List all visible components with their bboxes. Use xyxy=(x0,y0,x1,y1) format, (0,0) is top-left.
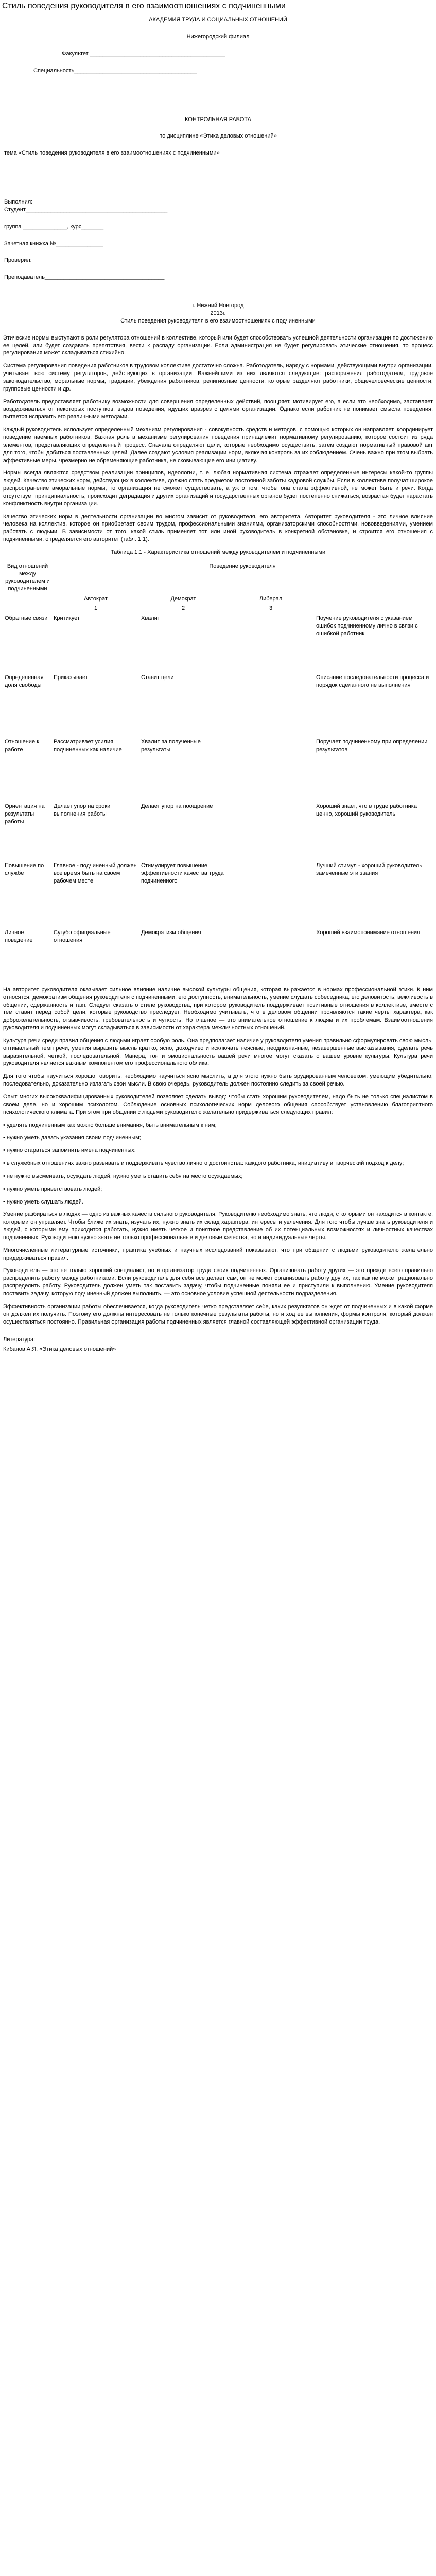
column-header: Демократ xyxy=(170,596,196,602)
table-header-aspect: Вид отношений между руководителем и подчиненными xyxy=(5,563,50,592)
paragraph: Культура речи среди правил общения с людьми играет особую роль. Она предполагает наличие у руководителя умения правильно сформулировать свою мысль, оптимальный темп речи, умения выразить мысль кратко, ясно, доходчиво и исключать неясные, неоднозначные, незавершенные высказывания, сделать речь выразительной, четкой, последовательной. Манера, тон и эмоциональность вашей речи многое могут сказать о вашем уровне культуры. Культура речи руководителя является важным компонентом его профессионального облика. xyxy=(3,1037,433,1067)
intro-section xyxy=(0,334,436,544)
paragraph: Опыт многих высококвалифицированных руководителей позволяет сделать вывод: чтобы стать хорошим руководителем, надо быть не только специалистом в своем деле, но и хорошим психологом. Соблюдение основных психологических норм делового общения способствует установлению благоприятного психологического климата. При этом при общении с людьми руководителю желательно придерживаться следующих правил: xyxy=(3,1093,433,1115)
table-cell: Делает упор на поощрение xyxy=(141,803,213,809)
list-item: • нужно уметь слушать людей. xyxy=(3,1198,83,1205)
table-cell: Лучший стимул - хороший руководитель замеченные эти звания xyxy=(316,862,422,876)
work-type: КОНТРОЛЬНАЯ РАБОТА xyxy=(184,116,252,123)
branch-name: Нижегородский филиал xyxy=(186,33,250,40)
table-cell: Приказывает xyxy=(54,674,88,681)
table-cell: Рассматривает усилия подчиненных как наличие xyxy=(54,738,122,753)
table-cell: Поручает подчиненному при определении результатов xyxy=(316,738,428,753)
table-row xyxy=(3,737,433,802)
table-row xyxy=(3,614,433,673)
paragraph: Этические нормы выступают в роли регулятора отношений в коллективе, который или будет способствовать успешной деятельности организации по достижению ее целей, или будет создавать препятствия, вести к распаду организации. Если администрация не будет регулировать этические отношения, то процесс регулирования может складываться стихийно. xyxy=(3,334,433,357)
table-cell: Критикует xyxy=(54,615,80,621)
literature-heading: Литература: xyxy=(3,1336,36,1343)
done-by-label: Выполнил: xyxy=(4,199,33,206)
column-number: 1 xyxy=(94,605,98,612)
city: г. Нижний Новгород xyxy=(192,302,244,309)
paragraph: Многочисленные литературные источники, практика учебных и научных исследований показывают, что при общении с людьми руководителю желательно придерживаться правил. xyxy=(3,1247,433,1261)
table-cell: Личное поведение xyxy=(5,929,33,943)
paragraph: Умение разбираться в людях — одно из важных качеств сильного руководителя. Руководителю необходимо знать, что люди, с которыми он находится в контакте, которыми он управляет. Чтобы ближе их знать, изучать их, нужно знать их склад характера, интересы и увлечения. Для того чтобы лучше знать руководителя и людей, с которыми ему приходится работать, нужно иметь четкое и понятное представление об их потенциальных возможностях и личностных качествах подчиненных. Руководителю нужно знать не только профессиональные и деловые качества, но и индивидуальные черты. xyxy=(3,1211,433,1241)
table-cell: Хороший взаимопонимание отношения xyxy=(316,929,421,936)
list-item: • нужно уметь давать указания своим подчиненным; xyxy=(3,1134,141,1141)
list-item: • уделять подчиненным как можно больше внимания, быть внимательным к ним; xyxy=(3,1122,217,1128)
table-cell: Ставит цели xyxy=(141,674,174,681)
relations-table xyxy=(3,562,433,977)
teacher-field: Преподаватель______________________________________ xyxy=(4,274,165,281)
table-cell: Стимулирует повышение эффективности качества труда подчиненного xyxy=(141,862,224,884)
discipline: по дисциплине «Этика деловых отношений» xyxy=(159,133,277,140)
column-number: 2 xyxy=(181,605,185,612)
student-field: Студент_____________________________________________ xyxy=(4,206,168,213)
rules-list xyxy=(3,1122,433,1206)
table-cell: Делает упор на сроки выполнения работы xyxy=(54,803,111,817)
table-header-behavior: Поведение руководителя xyxy=(209,563,276,569)
table-cell: Хвалит за полученные результаты xyxy=(141,738,201,753)
column-number: 3 xyxy=(269,605,273,612)
table-cell: Определенная доля свободы xyxy=(5,674,44,688)
body-section xyxy=(0,986,436,1116)
list-item: • в служебных отношениях важно развивать и поддерживать чувство личного достоинства: каждого работника, инициативу и творческий подход к делу; xyxy=(3,1160,404,1167)
list-item: • не нужно высмеивать, осуждать людей, нужно уметь ставить себя на место осуждаемых; xyxy=(3,1173,243,1179)
academy-name: АКАДЕМИЯ ТРУДА И СОЦИАЛЬНЫХ ОТНОШЕНИЙ xyxy=(149,16,287,23)
table-row xyxy=(3,861,433,928)
table-cell: Главное - подчиненный должен все время быть на своем рабочем месте xyxy=(54,862,137,884)
title-page xyxy=(0,16,436,325)
literature-item: Кибанов А.Я. «Этика деловых отношений» xyxy=(3,1346,116,1353)
table-cell: Хороший знает, что в труде работника ценно, хороший руководитель xyxy=(316,803,417,817)
table-cell: Сугубо официальные отношения xyxy=(54,929,111,943)
table-caption: Таблица 1.1 - Характеристика отношений между руководителем и подчиненными xyxy=(110,549,326,555)
table-row xyxy=(3,928,433,977)
table-cell: Описание последовательности процесса и порядок сделанного не выполнения xyxy=(316,674,429,688)
table-cell: Хвалит xyxy=(141,615,160,621)
paragraph: Качество этических норм в деятельности организации во многом зависит от руководителя, его авторитета. Авторитет руководителя - это личное влияние человека на коллектив, которое он приобретает своим трудом, профессиональными знаниями, организаторскими способностями, нововведениями, умением работать с людьми. В зависимости от того, какой стиль применяет тот или иной руководитель в конкретной обстановке, и строится его отношения с подчиненными, определяется его авторитет (табл. 1.1). xyxy=(3,513,433,543)
table-row xyxy=(3,673,433,737)
column-header: Автократ xyxy=(84,596,108,602)
list-item: • нужно стараться запомнить имена подчиненных; xyxy=(3,1147,136,1154)
paragraph: Система регулирования поведения работников в трудовом коллективе достаточно сложна. Работодатель, наряду с нормами, действующими внутри организации, учитывает всю систему регуляторов, действующих в организации. Важнейшими из них являются следующие: распоряжения работодателя, трудовое законодательство, моральные нормы, традиции, убеждения работников, религиозные ценности, которые разделяют работники, общечеловеческие ценности, групповые ценности и др. xyxy=(3,363,433,392)
paragraph: Руководитель — это не только хороший специалист, но и организатор труда своих подчиненных. Организовать работу других — это прежде всего правильно распределить работу между работниками. Если руководитель для себя все делает сам, он не может организовать работу других, так как не может рационально распределить работу. Руководитель должен уметь так поставить задачу, чтобы подчиненные поняли ее и приступили к выполнению. Умение руководителя поставить задачу, которую подчиненный должен выполнить, — это основное условие успешной деятельности подразделения. xyxy=(3,1267,433,1297)
record-book-field: Зачетная книжка №_______________ xyxy=(4,240,103,247)
specialty-field: Специальность_______________________________________ xyxy=(33,67,197,74)
checked-label: Проверил: xyxy=(4,257,32,264)
work-topic: тема «Стиль поведения руководителя в его взаимоотношениях с подчиненными» xyxy=(4,150,220,157)
paragraph: Эффективность организации работы обеспечивается, когда руководитель четко представляет себе, каких результатов он ждет от подчиненных и в какой форме он должен их получить. Поэтому его должны интересовать не только конечные результаты работы, но и ход ее выполнения, формы контроля, который должен осуществляться постоянно. Правильная организация работы подчиненных является главной составляющей эффективной организации труда. xyxy=(3,1303,433,1325)
table-cell: Повышение по службе xyxy=(5,862,44,876)
paragraph: На авторитет руководителя оказывает сильное влияние наличие высокой культуры общения, которая выражается в нормах профессиональной этики. К ним относятся: демократизм общения руководителя с подчиненными, его доступность, внимательность, умение слушать собеседника, его деловитость, вежливость в общении, сдержанность и такт. Следует сказать о стиле руководства, при котором руководитель поддерживает позитивные отношения в коллективе, вместе с тем ставит перед собой цели, которые руководство преследует. Необходимо учитывать, что в деловом общении проявляются такие черты характера, как доброжелательность, отзывчивость, требовательность и чуткость. Но главное — это внимательное отношение к людям и их проблемам. Взаимоотношения руководителя и подчиненных могут складываться в зависимости от характера межличностных отношений. xyxy=(3,986,433,1031)
list-item: • нужно уметь приветствовать людей; xyxy=(3,1185,102,1192)
table-cell: Демократизм общения xyxy=(141,929,201,936)
page-title: Стиль поведения руководителя в его взаимоотношениях с подчиненными xyxy=(2,2,286,10)
group-field: группа ______________, курс_______ xyxy=(4,223,104,230)
paragraph: Для того чтобы научиться хорошо говорить, необходимо научиться ясно мыслить, а для этого нужно быть эрудированным человеком, умеющим убедительно, последовательно, доказательно излагать свои мысли. В свою очередь, руководитель должен постоянно следить за своей речью. xyxy=(3,1073,433,1088)
table-row xyxy=(3,802,433,861)
year: 2013г. xyxy=(210,310,226,316)
faculty-field: Факультет ___________________________________________ xyxy=(62,50,225,57)
paragraph: Работодатель предоставляет работнику возможности для совершения определенных действий, поощряет, мотивирует его, а если это необходимо, заставляет воздерживаться от некоторых поступков, видов поведения, идущих вразрез с целями организации. Однако если работник не понимает смысла поведения, пытается исправить его различными методами. xyxy=(3,398,433,420)
section-subtitle: Стиль поведения руководителя в его взаимоотношениях с подчиненными xyxy=(120,317,316,324)
table-cell: Поучение руководителя с указанием ошибок подчиненному лично в связи с ошибкой работник xyxy=(316,615,418,637)
table-cell: Отношение к работе xyxy=(5,738,39,753)
table-cell: Обратные связи xyxy=(5,615,48,621)
closing-section xyxy=(0,1211,436,1326)
table-cell: Ориентация на результаты работы xyxy=(5,803,45,825)
column-header: Либерал xyxy=(259,596,283,602)
paragraph: Нормы всегда являются средством реализации принципов, идеологии, т. е. любая нормативная система отражает определенные интересы какой-то группы людей. Качество этических норм, действующих в коллективе, должно стать предметом постоянной заботы кадровой службы. Если в коллективе получат широкое распространение аморальные нормы, то организация не сможет существовать, а уж о том, чтобы она стала эффективной, не может быть и речи. Когда отсутствует принципиальность, происходит деградация и других организаций и государственных органов будет постепенно снижаться, возрастая будет нарастать конфликтность внутри организации. xyxy=(3,470,433,507)
paragraph: Каждый руководитель использует определенный механизм регулирования - совокупность средств и методов, с помощью которых он направляет, координирует поведение наемных работников. Важная роль в механизме регулирования поведения принадлежит нормативному регулированию, которое состоит из ряда элементов, представляющих определенный процесс. Сначала определяют цели, которые необходимо осуществить, затем создают нормативный правовой акт для того, чтобы добиться поставленных целей. Далее создают условия реализации норм, включая контроль за их соблюдением. Очень важно при этом выбрать эффективные меры, чрезмерно не обременяющие работника, не сковывающие его инициативу. xyxy=(3,427,433,464)
